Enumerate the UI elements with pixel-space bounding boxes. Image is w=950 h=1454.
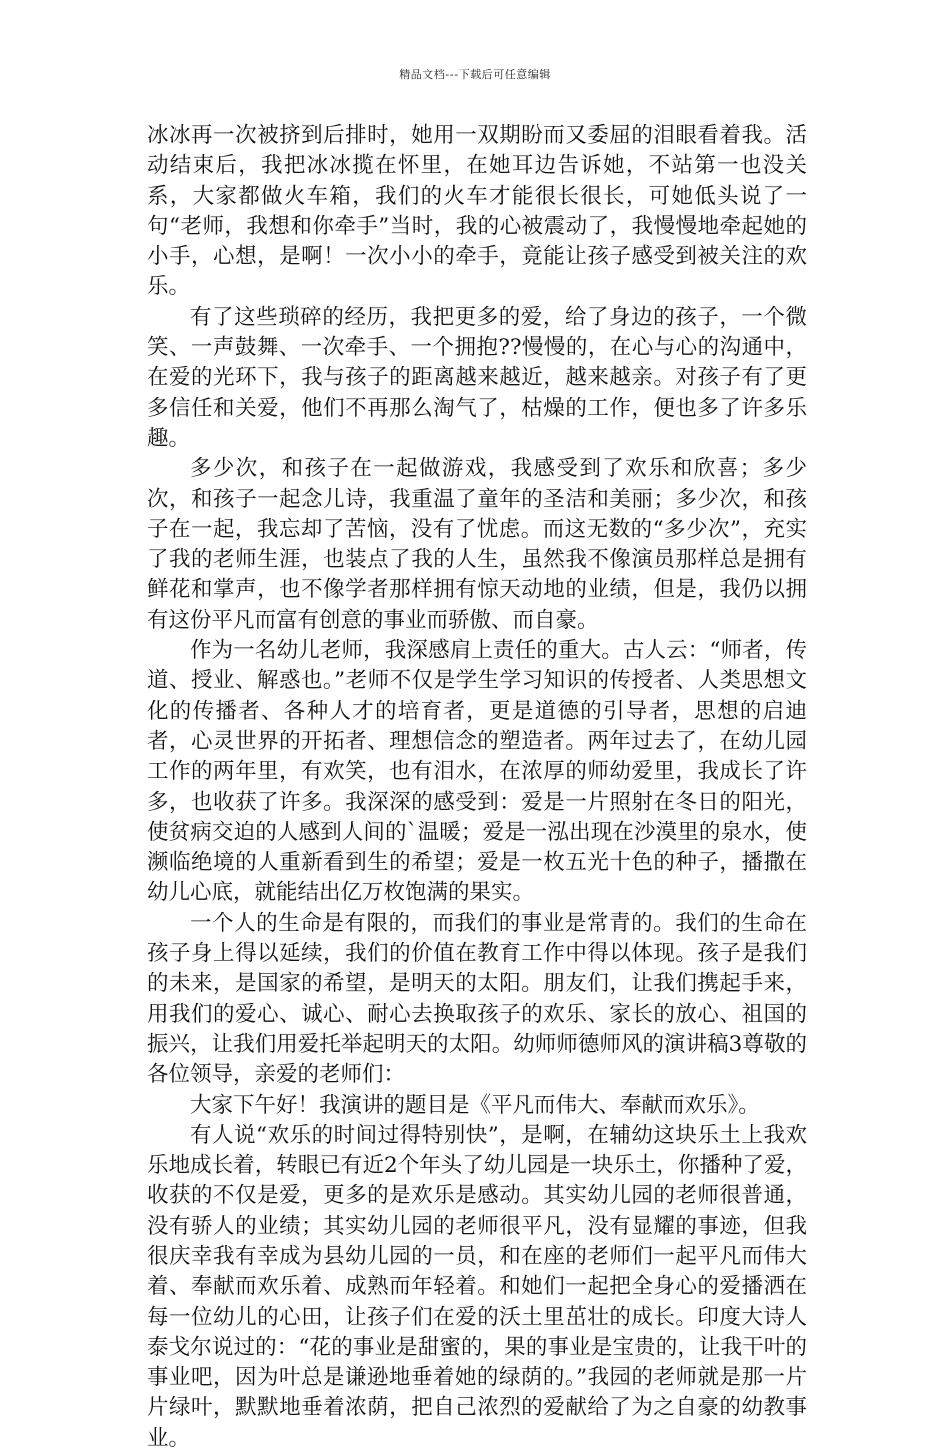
paragraph-6: 大家下午好！我演讲的题目是《平凡而伟大、奉献而欢乐》。 [190,1092,760,1118]
page-header: 精品文档---下载后可任意编辑 [399,68,551,81]
paragraph-3: 多少次，和孩子在一起做游戏，我感受到了欢乐和欣喜；多少次，和孩子一起念儿诗，我重温了童年的圣洁和美丽；多少次，和孩子在一起，我忘却了苦恼，没有了忧虑。而这无数的“多少次”，充实了我的老师生涯，也装点了我的人生，虽然我不像演员那样总是拥有鲜花和掌声，也不像学者那样拥有惊天动地的业绩，但是，我仍以拥有这份平凡而富有创意的事业而骄傲、而自豪。 [147,456,807,633]
paragraph-4: 作为一名幼儿老师，我深感肩上责任的重大。古人云：“师者，传道、授业、解惑也。”老师不仅是学生学习知识的传授者、人类思想文化的传播者、各种人才的培育者，更是道德的引导者，思想的启迪者，心灵世界的开拓者、理想信念的塑造者。两年过去了，在幼儿园工作的两年里，有欢笑，也有泪水，在浓厚的师幼爱里，我成长了许多，也收获了许多。我深深的感受到：爱是一片照射在冬日的阳光，使贫病交迫的人感到人间的`温暖；爱是一泓出现在沙漠里的泉水，使濒临绝境的人重新看到生的希望；爱是一枚五光十色的种子，播撒在幼儿心底，就能结出亿万枚饱满的果实。 [147,638,807,906]
paragraph-2: 有了这些琐碎的经历，我把更多的爱，给了身边的孩子，一个微笑、一声鼓舞、一次牵手、一个拥抱??慢慢的，在心与心的沟通中，在爱的光环下，我与孩子的距离越来越近，越来越亲。对孩子有了更多信任和关爱，他们不再那么淘气了，枯燥的工作，便也多了许多乐趣。 [147,304,807,451]
document-body [147,121,807,1454]
paragraph-5: 一个人的生命是有限的，而我们的事业是常青的。我们的生命在孩子身上得以延续，我们的价值在教育工作中得以体现。孩子是我们的未来，是国家的希望，是明天的太阳。朋友们，让我们携起手来，用我们的爱心、诚心、耐心去换取孩子的欢乐、家长的放心、祖国的振兴，让我们用爱托举起明天的太阳。幼师师德师风的演讲稿3尊敬的各位领导，亲爱的老师们： [147,910,807,1088]
paragraph-1: 冰冰再一次被挤到后排时，她用一双期盼而又委屈的泪眼看着我。活动结束后，我把冰冰揽在怀里，在她耳边告诉她，不站第一也没关系，大家都做火车箱，我们的火车才能很长很长，可她低头说了一句“老师，我想和你牵手”当时，我的心被震动了，我慢慢地牵起她的小手，心想，是啊！一次小小的牵手，竟能让孩子感受到被关注的欢乐。 [147,123,807,300]
paragraph-7: 有人说“欢乐的时间过得特别快”，是啊，在辅幼这块乐土上我欢乐地成长着，转眼已有近2个年头了幼儿园是一块乐土，你播种了爱，收获的不仅是爱，更多的是欢乐是感动。其实幼儿园的老师很普通，没有骄人的业绩；其实幼儿园的老师很平凡，没有显耀的事迹，但我很庆幸我有幸成为县幼儿园的一员，和在座的老师们一起平凡而伟大着、奉献而欢乐着、成熟而年轻着。和她们一起把全身心的爱播洒在每一位幼儿的心田，让孩子们在爱的沃土里茁壮的成长。印度大诗人泰戈尔说过的：“花的事业是甜蜜的，果的事业是宝贵的，让我干叶的事业吧，因为叶总是谦逊地垂着她的绿荫的。”我园的老师就是那一片片绿叶，默默地垂着浓荫，把自己浓烈的爱献给了为之自豪的幼教事业。 [147,1122,807,1451]
